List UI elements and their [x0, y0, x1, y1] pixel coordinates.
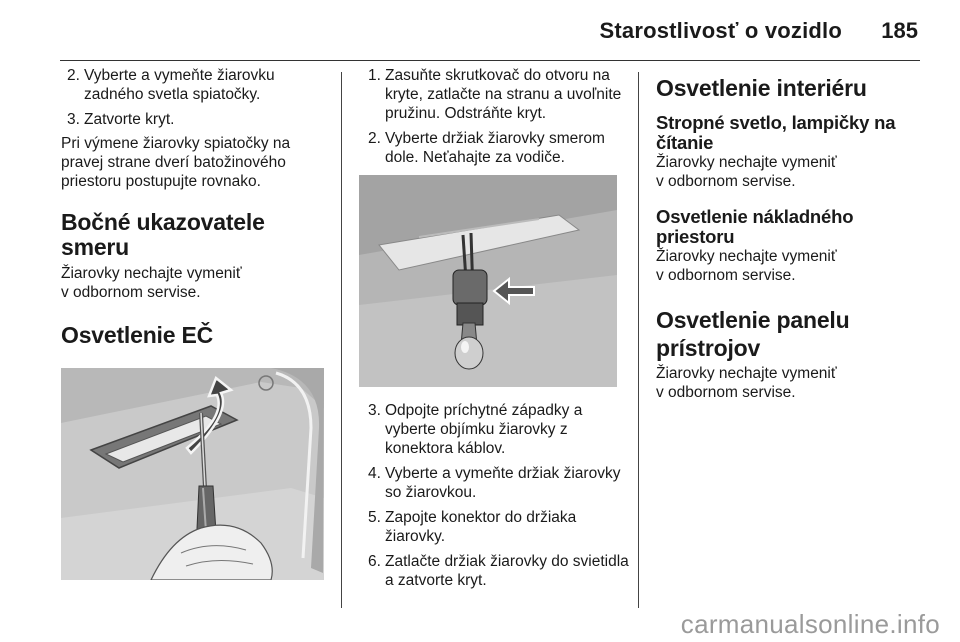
license-light-figure — [61, 368, 324, 580]
screwdriver-cover-illustration — [61, 368, 324, 580]
step-list — [61, 66, 326, 129]
paragraph: Pri výmene žiarovky spiatočky na pravej strane dverí batožinového priestoru postupujte rovnako. — [61, 135, 291, 190]
bulb-holder-illustration — [359, 175, 617, 387]
column-left — [61, 66, 326, 580]
step-list — [362, 401, 632, 590]
step-list — [362, 66, 632, 167]
list-item: 6. Zatlačte držiak žiarovky do svietidla a zatvorte kryt. — [368, 553, 629, 589]
body-text: v odbornom servise. — [61, 284, 201, 301]
body-text: v odbornom servise. — [656, 267, 796, 284]
bulb-holder-figure — [359, 175, 617, 387]
body-text: Žiarovky nechajte vymeniť — [656, 154, 837, 171]
list-item: 3. Odpojte príchytné západky a vyberte objímku žiarovky z konektora káblov. — [368, 402, 583, 457]
section-heading: Bočné ukazovatele smeru — [61, 209, 265, 260]
chapter-title: Starostlivosť o vozidlo — [599, 18, 842, 43]
list-item: 4. Vyberte a vymeňte držiak žiarovky so žiarovkou. — [368, 465, 621, 501]
subsection-heading: Stropné svetlo, lampičky na čítanie — [656, 112, 896, 153]
column-divider-2 — [638, 72, 639, 608]
section-heading: Osvetlenie panelu prístrojov — [656, 307, 850, 361]
list-item: 1. Zasuňte skrutkovač do otvoru na kryte, zatlačte na stranu a uvoľnite pružinu. Odstráňte kryt. — [368, 67, 622, 122]
list-item: 3. Zatvorte kryt. — [67, 111, 175, 128]
list-item: 2. Vyberte držiak žiarovky smerom dole. Neťahajte za vodiče. — [368, 130, 605, 166]
section-heading: Osvetlenie interiéru — [656, 75, 867, 101]
body-text: Žiarovky nechajte vymeniť — [656, 365, 837, 382]
body-text: v odbornom servise. — [656, 384, 796, 401]
column-divider-1 — [341, 72, 342, 608]
header-divider — [60, 60, 920, 61]
body-text: Žiarovky nechajte vymeniť — [61, 265, 242, 282]
column-middle — [362, 66, 632, 596]
column-right — [656, 66, 926, 402]
section-heading: Osvetlenie EČ — [61, 322, 214, 348]
body-text: v odbornom servise. — [656, 173, 796, 190]
page-header — [0, 0, 960, 60]
page-number: 185 — [881, 18, 918, 43]
body-text: Žiarovky nechajte vymeniť — [656, 248, 837, 265]
list-item: 2. Vyberte a vymeňte žiarovku zadného svetla spiatočky. — [67, 67, 275, 103]
list-item: 5. Zapojte konektor do držiaka žiarovky. — [368, 509, 577, 545]
watermark: carmanualsonline.info — [680, 609, 940, 639]
subsection-heading: Osvetlenie nákladného priestoru — [656, 206, 854, 247]
